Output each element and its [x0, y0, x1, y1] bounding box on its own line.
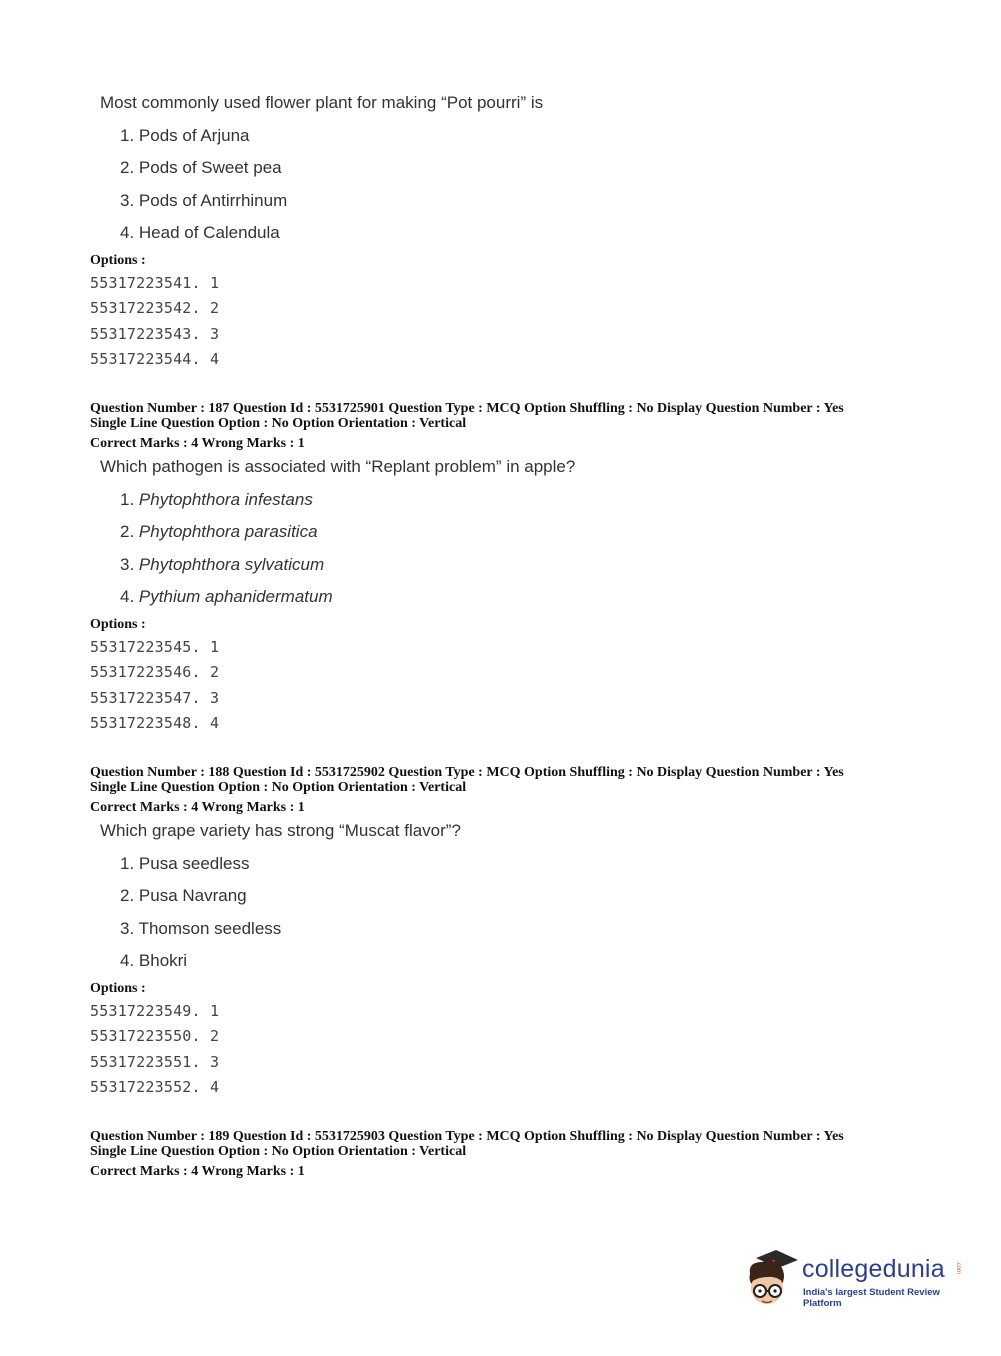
option-row: 55317223545. 1 — [90, 638, 220, 656]
options-list — [90, 999, 910, 1101]
question-meta-line: Question Number : 189 Question Id : 5531725903 Question Type : MCQ Option Shuffling : No Display Question Number : Yes — [90, 1129, 844, 1144]
choice-1: 1. Pods of Arjuna — [120, 125, 250, 145]
choice-number: 4. — [120, 587, 135, 606]
option-row: 55317223548. 4 — [90, 714, 220, 733]
marks-line: Correct Marks : 4 Wrong Marks : 1 — [90, 436, 305, 451]
choice-3 — [120, 554, 910, 576]
mascot-icon — [742, 1248, 802, 1310]
question-meta-line: Single Line Question Option : No Option Orientation : Vertical — [90, 416, 467, 431]
option-row: 55317223541. 1 — [90, 274, 220, 292]
options-label: Options : — [90, 253, 146, 268]
logo-tagline: India's largest Student Review Platform — [803, 1287, 940, 1309]
choice-number: 1. — [120, 489, 135, 509]
choice-1: 1. Pusa seedless — [120, 853, 250, 873]
option-row: 55317223543. 3 — [90, 324, 220, 343]
choice-2 — [120, 521, 910, 543]
option-row: 55317223542. 2 — [90, 299, 220, 318]
question-186 — [90, 92, 910, 373]
choice-4: 4. Head of Calendula — [120, 223, 280, 242]
choice-number: 3. — [120, 554, 135, 574]
question-187-header — [90, 401, 920, 451]
option-row: 55317223546. 2 — [90, 663, 220, 682]
options-label: Options : — [90, 617, 146, 632]
option-row: 55317223551. 3 — [90, 1052, 220, 1071]
choice-4: 4. Bhokri — [120, 951, 188, 970]
option-row: 55317223549. 1 — [90, 1002, 220, 1020]
option-row: 55317223550. 2 — [90, 1027, 220, 1046]
choice-3: 3. Thomson seedless — [120, 918, 282, 938]
question-stem: Which pathogen is associated with “Replant problem” in apple? — [100, 457, 576, 476]
question-meta-line: Single Line Question Option : No Option Orientation : Vertical — [90, 1144, 467, 1159]
question-189-header — [90, 1129, 920, 1179]
option-row: 55317223552. 4 — [90, 1078, 220, 1097]
collegedunia-logo — [742, 1248, 972, 1310]
question-meta-line: Single Line Question Option : No Option Orientation : Vertical — [90, 780, 467, 795]
options-list — [90, 635, 910, 737]
choice-2: 2. Pods of Sweet pea — [120, 158, 282, 177]
question-meta-line: Question Number : 188 Question Id : 5531725902 Question Type : MCQ Option Shuffling : No Display Question Number : Yes — [90, 765, 844, 780]
option-row: 55317223544. 4 — [90, 350, 220, 369]
choice-text: Phytophthora sylvaticum — [138, 554, 325, 574]
question-188-header — [90, 765, 920, 815]
option-row: 55317223547. 3 — [90, 688, 220, 707]
choice-1 — [120, 489, 910, 511]
choice-2: 2. Pusa Navrang — [120, 886, 247, 905]
choice-text: Pythium aphanidermatum — [138, 587, 333, 606]
question-meta-line: Question Number : 187 Question Id : 5531725901 Question Type : MCQ Option Shuffling : No Display Question Number : Yes — [90, 401, 844, 416]
choice-4 — [120, 586, 910, 608]
choice-number: 2. — [120, 522, 135, 541]
logo-wordmark: collegedunia — [802, 1255, 945, 1283]
choice-text: Phytophthora infestans — [138, 489, 313, 509]
choice-3: 3. Pods of Antirrhinum — [120, 190, 288, 210]
options-label: Options : — [90, 981, 146, 996]
marks-line: Correct Marks : 4 Wrong Marks : 1 — [90, 800, 305, 815]
question-188 — [90, 820, 910, 1101]
question-stem: Which grape variety has strong “Muscat flavor”? — [100, 821, 461, 840]
options-list — [90, 271, 910, 373]
question-187 — [90, 456, 910, 737]
choice-text: Phytophthora parasitica — [138, 522, 318, 541]
question-stem: Most commonly used flower plant for making “Pot pourri” is — [100, 93, 544, 112]
marks-line: Correct Marks : 4 Wrong Marks : 1 — [90, 1164, 305, 1179]
logo-suffix: .com — [955, 1261, 961, 1275]
